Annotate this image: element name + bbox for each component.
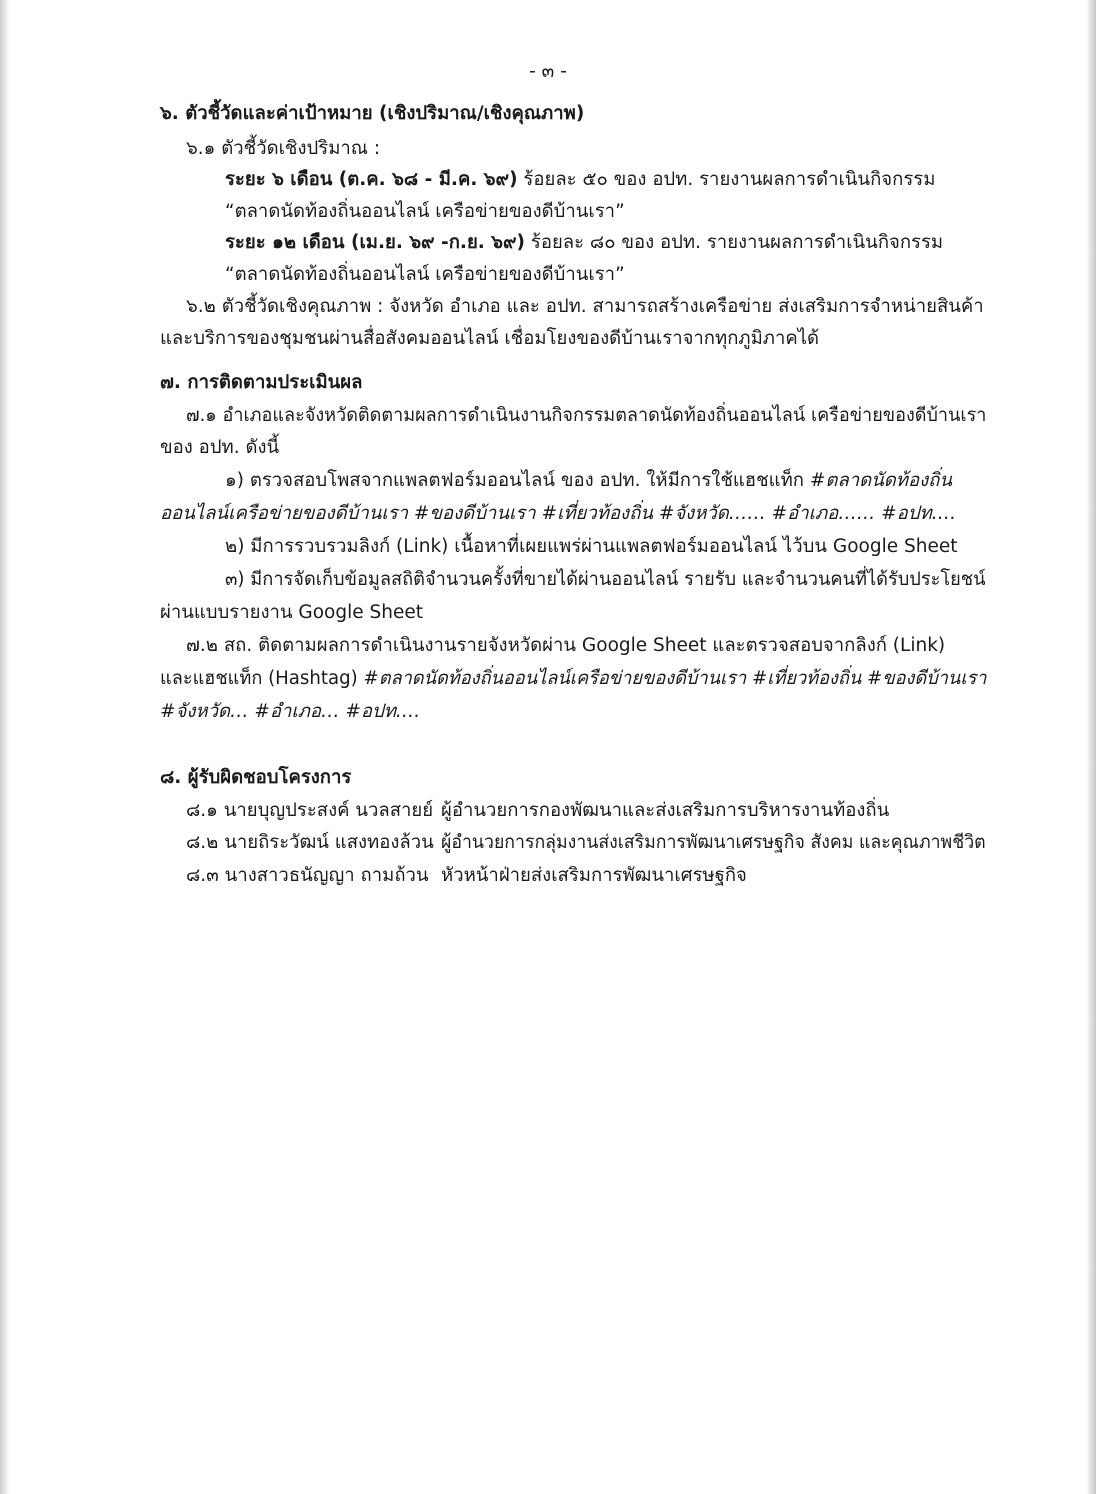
section-7-2-line-3: #จังหวัด… #อำเภอ… #อปท.… bbox=[160, 701, 421, 722]
section-7-1-line-2: ของ อปท. ดังนี้ bbox=[160, 437, 280, 458]
item-3-line-1: ๓) มีการจัดเก็บข้อมูลสถิติจำนวนครั้งที่ขายได้ผ่านออนไลน์ รายรับ และจำนวนคนที่ได้รับประโยชน์ bbox=[225, 569, 986, 590]
section-6-1-period-1 bbox=[225, 164, 935, 196]
period-2-heading: ระยะ ๑๒ เดือน (เม.ย. ๖๙ -ก.ย. ๖๙) bbox=[225, 232, 526, 253]
person-name: ๘.๑ นายบุญประสงค์ นวลสายย์ bbox=[186, 800, 434, 821]
section-7-title: ๗. การติดตามประเมินผล bbox=[160, 372, 363, 393]
section-8-title: ๘. ผู้รับผิดชอบโครงการ bbox=[160, 767, 352, 788]
person-role: ผู้อำนวยการกลุ่มงานส่งเสริมการพัฒนาเศรษฐกิจ สังคม และคุณภาพชีวิต bbox=[441, 832, 986, 853]
person-name: ๘.๒ นายถิระวัฒน์ แสงทองล้วน bbox=[186, 832, 434, 853]
period-1-activity: “ตลาดนัดท้องถิ่นออนไลน์ เครือข่ายของดีบ้านเรา” bbox=[225, 201, 625, 222]
page-number: - ๓ - bbox=[529, 61, 567, 82]
item-3-line-2: ผ่านแบบรายงาน Google Sheet bbox=[160, 602, 424, 623]
item-1-text: ๑) ตรวจสอบโพสจากแพลตฟอร์มออนไลน์ ของ อปท. ให้มีการใช้แฮชแท็ก bbox=[225, 470, 810, 491]
period-2-target: ร้อยละ ๘๐ ของ อปท. รายงานผลการดำเนินกิจกรรม bbox=[525, 232, 944, 253]
person-name: ๘.๓ นางสาวธนัญญา ถามถ้วน bbox=[186, 865, 429, 886]
period-1-target: ร้อยละ ๕๐ ของ อปท. รายงานผลการดำเนินกิจกรรม bbox=[517, 169, 936, 190]
section-6-title: ๖. ตัวชี้วัดและค่าเป้าหมาย (เชิงปริมาณ/เชิงคุณภาพ) bbox=[160, 103, 585, 124]
section-7-2-hashtag-label: และแฮชแท็ก (Hashtag) bbox=[160, 668, 364, 689]
item-2: ๒) มีการรวบรวมลิงก์ (Link) เนื้อหาที่เผยแพร่ผ่านแพลตฟอร์มออนไลน์ ไว้บน Google Sheet bbox=[225, 536, 958, 557]
section-6-2-line-2: และบริการของชุมชนผ่านสื่อสังคมออนไลน์ เชื่อมโยงของดีบ้านเราจากทุกภูมิภาคได้ bbox=[160, 328, 820, 349]
period-1-heading: ระยะ ๖ เดือน (ต.ค. ๖๘ - มี.ค. ๖๙) bbox=[225, 169, 518, 190]
item-1-hashtags: ออนไลน์เครือข่ายของดีบ้านเรา #ของดีบ้านเรา #เที่ยวท้องถิ่น #จังหวัด…… #อำเภอ…… #อปท.… bbox=[160, 503, 957, 524]
section-7-2-line-2 bbox=[160, 663, 986, 695]
period-2-activity: “ตลาดนัดท้องถิ่นออนไลน์ เครือข่ายของดีบ้านเรา” bbox=[225, 264, 625, 285]
person-role: หัวหน้าฝ่ายส่งเสริมการพัฒนาเศรษฐกิจ bbox=[441, 865, 747, 886]
item-1-hashtag: #ตลาดนัดท้องถิ่น bbox=[809, 470, 952, 491]
section-6-2-line-1: ๖.๒ ตัวชี้วัดเชิงคุณภาพ : จังหวัด อำเภอ และ อปท. สามารถสร้างเครือข่าย ส่งเสริมการจำหน่ายสินค้า bbox=[186, 296, 984, 317]
section-7-2-line-1: ๗.๒ สถ. ติดตามผลการดำเนินงานรายจังหวัดผ่าน Google Sheet และตรวจสอบจากลิงก์ (Link) bbox=[186, 635, 946, 656]
person-role: ผู้อำนวยการกองพัฒนาและส่งเสริมการบริหารงานท้องถิ่น bbox=[441, 800, 890, 821]
item-1-line-1 bbox=[225, 465, 952, 497]
section-6-1-label: ๖.๑ ตัวชี้วัดเชิงปริมาณ : bbox=[186, 138, 381, 159]
section-7-1-line-1: ๗.๑ อำเภอและจังหวัดติดตามผลการดำเนินงานกิจกรรมตลาดนัดท้องถิ่นออนไลน์ เครือข่ายของดีบ้านเรา bbox=[186, 405, 987, 426]
section-7-2-hashtags: #ตลาดนัดท้องถิ่นออนไลน์เครือข่ายของดีบ้านเรา #เที่ยวท้องถิ่น #ของดีบ้านเรา bbox=[363, 668, 987, 689]
section-6-1-period-2 bbox=[225, 227, 943, 259]
